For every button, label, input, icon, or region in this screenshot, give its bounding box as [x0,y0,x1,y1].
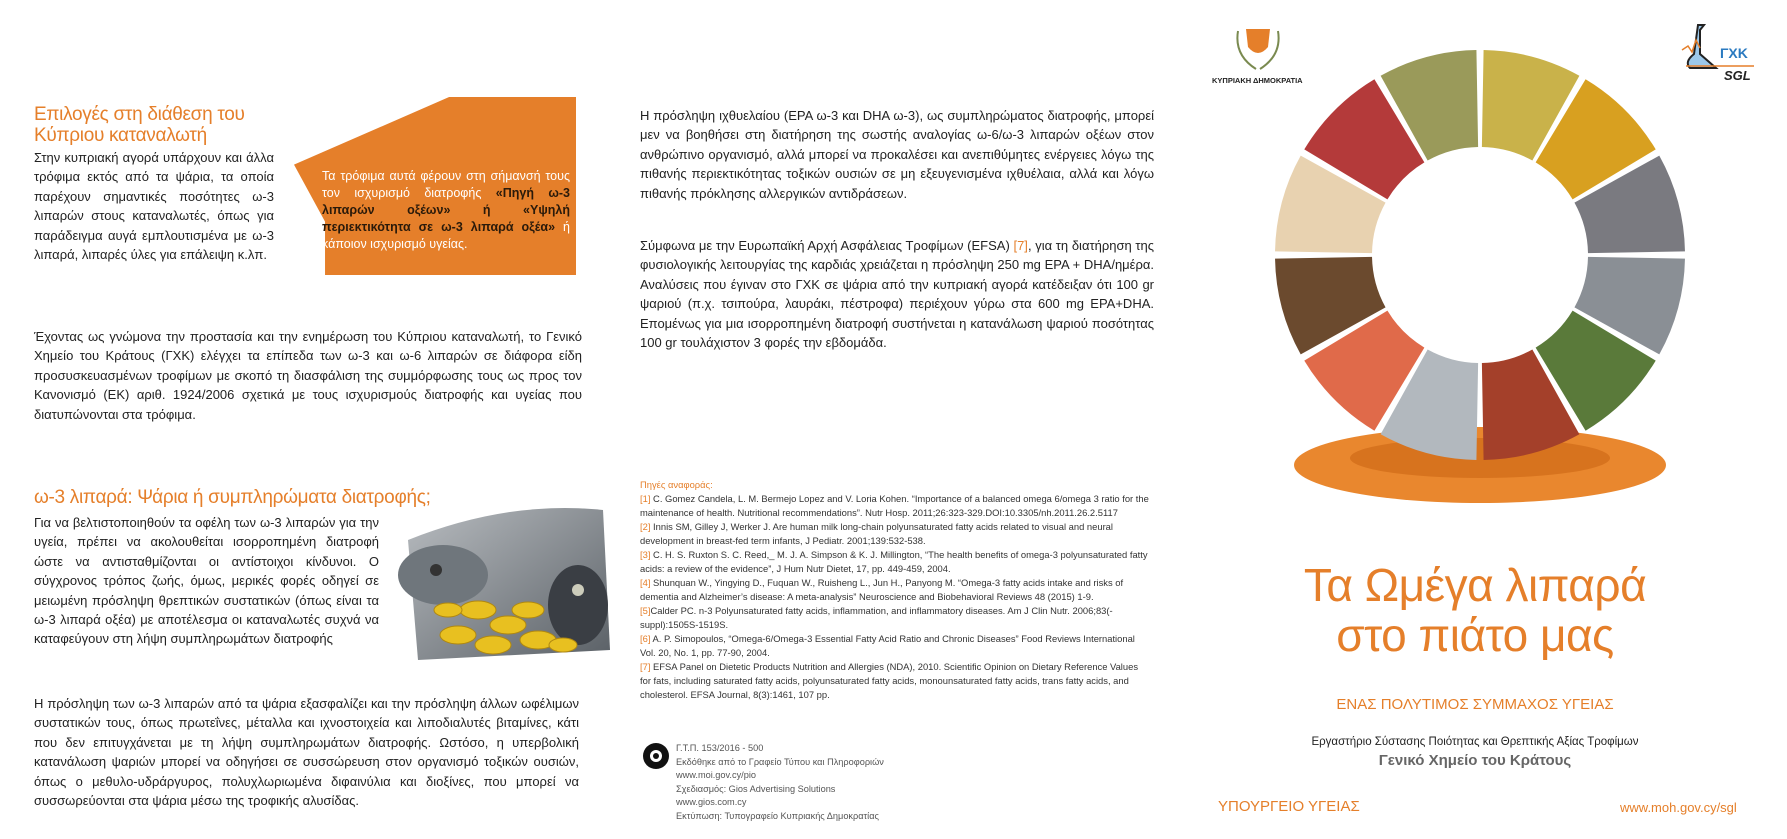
para-fish-benefits: Η πρόσληψη των ω-3 λιπαρών από τα ψάρια εξασφαλίζει και την πρόσληψη άλλων ωφέλιμων συστατικών τους, όπως πρωτεΐνες, μέταλλα και ιχνοστοιχεία και λιποδιαλυτές βιταμίνες, κάτι που δεν επιτυγχάνεται με τη λήψη συμπληρωμάτων διατροφής. Ωστόσο, η υπερβολική κατανάλωση ψαριών μπορεί να οδηγήσει σε συσσώρευση στον οργανισμό τοξικών ουσιών, όπως ο μεθυλο-υδράργυρος, πολυχλωριωμένα διφαινύλια και διοξίνες, που μπορεί να συσσωρεύονται στα ψάρια μέσω της τροφικής αλυσίδας. [34,696,579,809]
callout-text [322,168,570,253]
callout-claims: «Πηγή ω-3 λιπαρών οξέων» ή «Υψηλή περιεκτικότητα σε ω-3 λιπαρά οξέα» [322,186,570,234]
heading-fish-or-supplements: ω-3 λιπαρά: Ψάρια ή συμπληρώματα διατροφής; [34,487,431,508]
emblem-caption: ΚΥΠΡΙΑΚΗ ΔΗΜΟΚΡΑΤΙΑ [1212,76,1303,85]
callout-post: ή κάποιον ισχυρισμό υγείας. [322,220,570,251]
reference-number: [5] [640,605,651,616]
reference-item [640,632,1150,660]
reference-text: C. Gomez Candela, L. M. Bermejo Lopez and V. Loria Kohen. “Importance of a balanced omega 6/omega 3 ratio for the maintenance of health. Nutritional recommendations”. Nutr Hosp. 2011;26:323-329.DOI:10.3305/nh.2011.26.2.5117 [640,493,1149,518]
reference-item [640,548,1150,576]
website-link[interactable]: www.moh.gov.cy/sgl [1620,800,1737,815]
ministry-name: ΥΠΟΥΡΓΕΙΟ ΥΓΕΙΑΣ [1218,798,1360,815]
references [640,478,1150,702]
publisher-url-pio[interactable]: www.moi.gov.cy/pio [676,770,756,780]
reference-text: Calder PC. n-3 Polyunsaturated fatty acids, inflammation, and inflammatory diseases. Am J Clin Nutr. 2006;83(-suppl):1505S-1519S. [640,605,1113,630]
reference-number: [7] [640,661,651,672]
reference-number: [4] [640,577,651,588]
reference-number: [1] [640,493,651,504]
publisher-print: Εκτύπωση: Τυπογραφείο Κυπριακής Δημοκρατίας [676,810,879,821]
publisher-issued: Εκδόθηκε από το Γραφείο Τύπου και Πληροφοριών [676,756,884,767]
publisher-info [676,742,884,823]
reference-number: [6] [640,633,651,644]
callout-pre: Τα τρόφιμα αυτά φέρουν στη σήμανσή τους τον ισχυρισμό διατροφής [322,169,570,200]
efsa-text-b: , για τη διατήρηση της φυσιολογικής λειτουργίας της καρδιάς χρειάζεται η πρόσληψη 250 mg EPA + DHA/ημέρα. Αναλύσεις που έγιναν στο ΓΧΚ σε ψάρια από την κυπριακή αγορά κατέδειξαν ότι 100 gr ψαριού (π.χ. τσιπούρα, λαυράκι, πέστροφα) περιέχουν γύρω στα 600 mg EPA+DHA. Επομένως για μια ισορροπημένη διατροφή συστήνεται η κατανάλωση ψαριού ποσότητας 100 gr τουλάχιστον 3 φορές την εβδομάδα. [640,238,1154,351]
press-office-logo-icon [642,742,670,770]
reference-number: [2] [640,521,651,532]
heading-consumer-options: Επιλογές στη διάθεση του Κύπριου καταναλωτή [34,104,245,146]
gxk-name: Γενικό Χημείο του Κράτους [1378,752,1572,769]
reference-item [640,492,1150,520]
reference-text: C. H. S. Ruxton S. C. Reed,_ M. J. A. Simpson & K. J. Millington, “The health benefits of omega-3 polyunsaturated fatty acids: a review of the evidence”, J Hum Nutr Dietet, 17, pp. 449-459, 2004. [640,549,1148,574]
logo-gxk-text: ΓΧΚ [1720,45,1748,61]
para-balanced-diet: Για να βελτιστοποιηθούν τα οφέλη των ω-3 λιπαρών για την υγεία, πρέπει να ακολουθείται ισορροπημένη διατροφή ώστε να αντισταθμίζονται οι αντίστοιχοι κίνδυνοι. Ο σύγχρονος τρόπος ζωής, όμως, μερικές φορές οδηγεί σε μειωμένη πρόσληψη θρεπτικών συστατικών (όπως είναι τα ω-3 λιπαρά οξέα) με αποτέλεσμα οι καταναλωτές συχνά να καταφεύγουν στη λήψη συμπληρωμάτων διατροφής [34,515,379,647]
title-line2: στο πιάτο μας [1336,609,1614,661]
lab-name: Εργαστήριο Σύστασης Ποιότητας και Θρεπτικής Αξίας Τροφίμων [1311,736,1639,748]
para-gxk-control: Έχοντας ως γνώμονα την προστασία και την ενημέρωση του Κύπριου καταναλωτή, το Γενικό Χημείο του Κράτους (ΓΧΚ) ελέγχει τα επίπεδα των ω-3 και ω-6 λιπαρών σε διάφορα είδη προσυσκευασμένων τροφίμων με σκοπό τη διασφάλιση της συμμόρφωσης τους ως προς τον Κανονισμό (ΕΚ) αριθ. 1924/2006 σχετικά με τους ισχυρισμούς διατροφής και υγείας που διατυπώνονται στα τρόφιμα. [34,329,582,422]
efsa-text-a: Σύμφωνα με την Ευρωπαϊκή Αρχή Ασφάλειας Τροφίμων (EFSA) [640,238,1014,253]
subtitle: ΕΝΑΣ ΠΟΛΥΤΙΜΟΣ ΣΥΜΜΑΧΟΣ ΥΓΕΙΑΣ [1336,696,1614,713]
para-other-foods: Στην κυπριακή αγορά υπάρχουν και άλλα τρόφιμα εκτός από τα ψάρια, τα οποία παρέχουν σημαντικές ποσότητες ω-3 λιπαρών στους καταναλωτές, όπως για παράδειγμα αυγά εμπλουτισμένα με ω-3 λιπαρά, λιπαρές ύλες για επάλειψη κ.λπ. [34,150,274,263]
publisher-design: Σχεδιασμός: Gios Advertising Solutions [676,783,836,794]
reference-item [640,604,1150,632]
reference-number: [3] [640,549,651,560]
publisher-url-gios[interactable]: www.gios.com.cy [676,797,747,807]
reference-text: Shunquan W., Yingying D., Fuquan W., Ruisheng L., Jun H., Panyong M. “Omega-3 fatty acids intake and risks of dementia and Alzheimer’s disease: A meta-analysis” Neuroscience and Biobehavioral Reviews 48 (2015) 1-9. [640,577,1124,602]
food-plate-illustration [1270,40,1690,510]
reference-item [640,520,1150,548]
reference-item [640,576,1150,604]
reference-text: EFSA Panel on Dietetic Products Nutrition and Allergies (NDA), 2010. Scientific Opinion on Dietary Reference Values for fats, including saturated fatty acids, polyunsaturated fatty acids, monounsaturated fatty acids, trans fatty acids, and cholesterol. EFSA Journal, 8(3):1461, 107 pp. [640,661,1139,700]
brochure-title [1200,560,1750,660]
reference-text: Innis SM, Gilley J, Werker J. Are human milk long-chain polyunsaturated fatty acids related to visual and neural development in breast-fed term infants, J Pediatr. 2001;139:532-538. [640,521,1113,546]
fish-oil-capsules-image [388,500,610,660]
efsa-ref-link[interactable]: [7] [1013,238,1028,253]
reference-item [640,660,1150,702]
logo-sgl-text: SGL [1724,68,1751,82]
para-fish-oil: Η πρόσληψη ιχθυελαίου (EPA ω-3 και DHA ω-3), ως συμπληρώματος διατροφής, μπορεί μεν να βοηθήσει στη διατήρηση της σωστής αναλογίας ω-6/ω-3 λιπαρών οξέων στον ανθρώπινο οργανισμό, αλλά μπορεί να προκαλέσει και ανεπιθύμητες ενέργειες λόγω της πιθανής περιεκτικότητας τοξικών ουσιών σε μη εξευγενισμένα ιχθυέλαια, αλλά και λόγω πιθανής πρόκλησης αλλεργικών αντιδράσεων. [640,108,1154,201]
reference-text: A. P. Simopoulos, “Omega-6/Omega-3 Essential Fatty Acid Ratio and Chronic Diseases” Food Reviews International Vol. 20, No. 1, pp. 77-90, 2004. [640,633,1135,658]
publisher-code: Γ.Τ.Π. 153/2016 - 500 [676,743,764,753]
plate-center [1350,438,1610,478]
references-heading: Πηγές αναφοράς: [640,479,713,490]
title-line1: Τα Ωμέγα λιπαρά [1303,559,1647,611]
para-efsa [640,236,1154,352]
